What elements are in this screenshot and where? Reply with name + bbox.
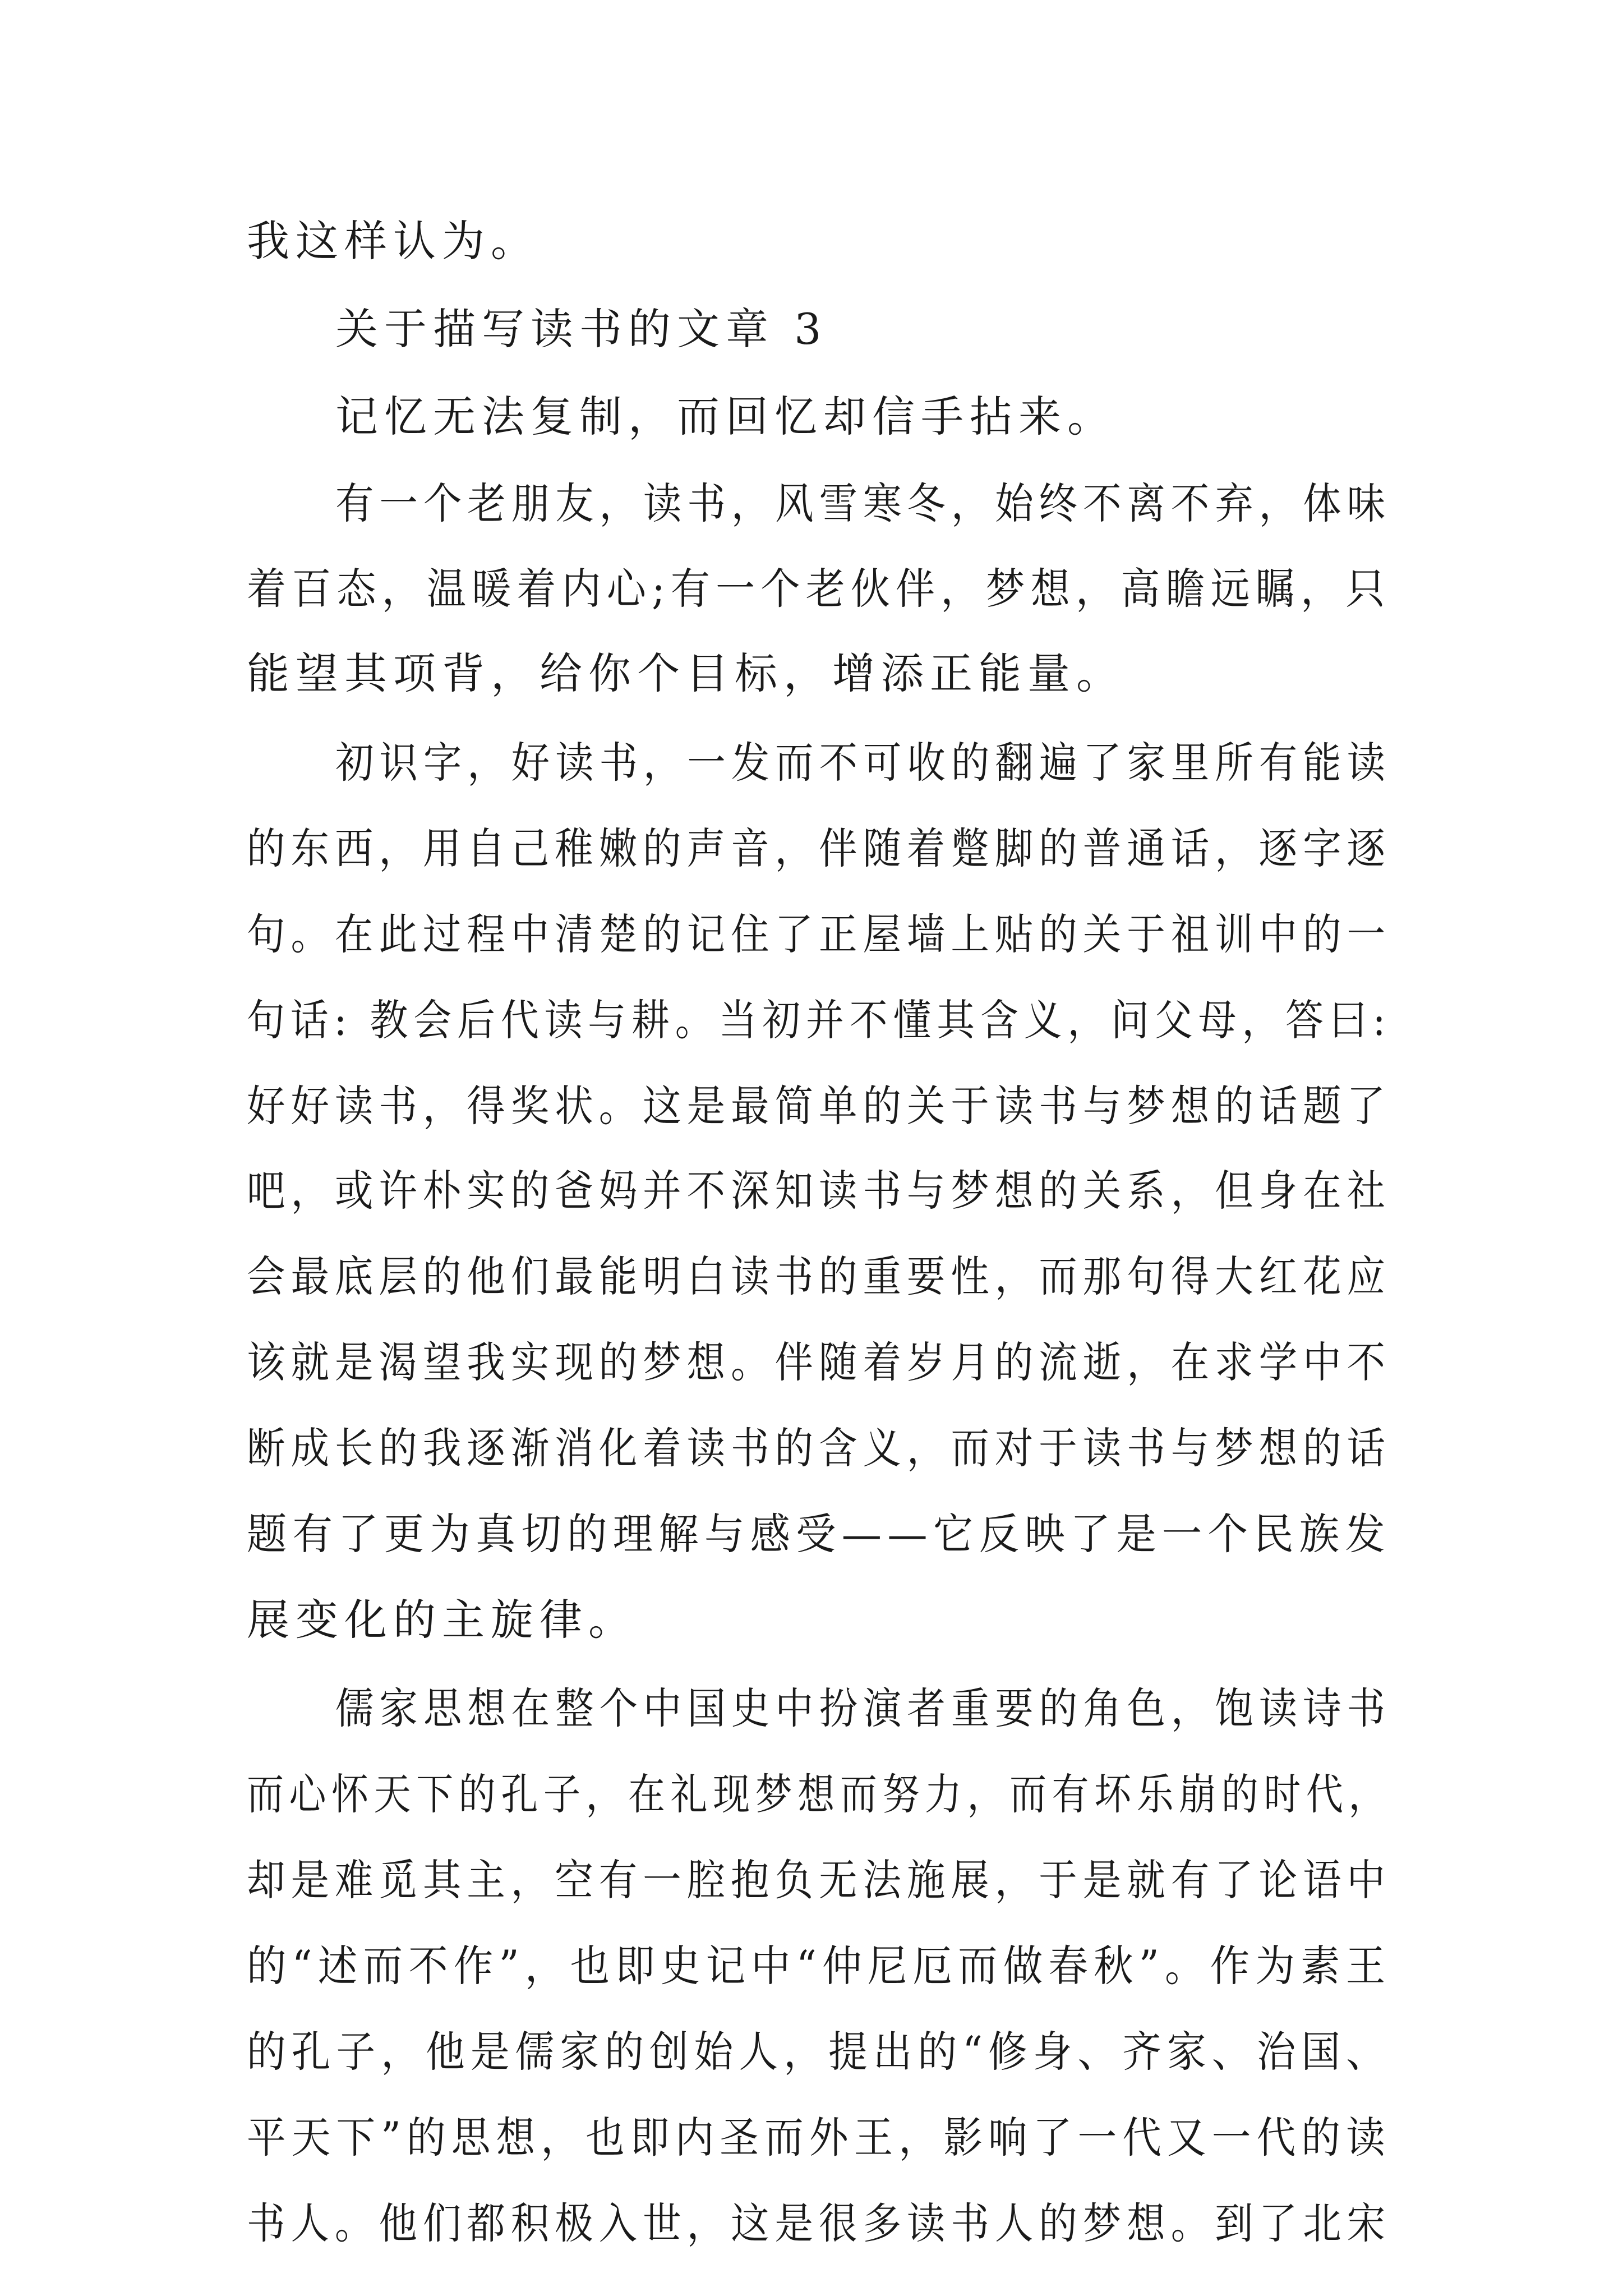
text-line-21: 的“述而不作”，也即史记中“仲尼厄而做春秋”。作为素王 xyxy=(247,1941,1391,1991)
text-line-7: 初识字，好读书，一发而不可收的翻遍了家里所有能读 xyxy=(335,738,1391,788)
text-line-10: 句话: 教会后代读与耕。当初并不懂其含义，问父母，答曰: xyxy=(247,995,1391,1045)
text-line-8: 的东西，用自己稚嫩的声音，伴随着蹩脚的普通话，逐字逐 xyxy=(247,823,1391,873)
text-line-22: 的孔子，他是儒家的创始人，提出的“修身、齐家、治国、 xyxy=(247,2027,1391,2077)
text-line-24: 书人。他们都积极入世，这是很多读书人的梦想。到了北宋 xyxy=(247,2198,1391,2248)
section-heading: 关于描写读书的文章 3 xyxy=(335,304,828,354)
text-line-12: 吧，或许朴实的爸妈并不深知读书与梦想的关系，但身在社 xyxy=(247,1166,1391,1216)
text-line-3: 记忆无法复制，而回忆却信手拈来。 xyxy=(335,392,1116,441)
text-line-14: 该就是渴望我实现的梦想。伴随着岁月的流逝，在求学中不 xyxy=(247,1337,1391,1387)
text-line-4: 有一个老朋友，读书，风雪寒冬，始终不离不弃，体味 xyxy=(335,478,1391,528)
text-line-17: 展变化的主旋律。 xyxy=(247,1595,637,1645)
text-line-20: 却是难觅其主，空有一腔抱负无法施展，于是就有了论语中 xyxy=(247,1855,1391,1905)
text-line-23: 平天下”的思想，也即内圣而外王，影响了一代又一代的读 xyxy=(247,2113,1391,2162)
text-line-15: 断成长的我逐渐消化着读书的含义，而对于读书与梦想的话 xyxy=(247,1423,1391,1473)
text-line-6: 能望其项背，给你个目标，增添正能量。 xyxy=(247,648,1125,698)
text-line-5: 着百态，温暖着内心;有一个老伙伴，梦想，高瞻远瞩，只 xyxy=(247,564,1391,614)
text-line-9: 句。在此过程中清楚的记住了正屋墙上贴的关于祖训中的一 xyxy=(247,909,1391,959)
text-line-18: 儒家思想在整个中国史中扮演者重要的角色，饱读诗书 xyxy=(335,1683,1391,1733)
text-line-13: 会最底层的他们最能明白读书的重要性，而那句得大红花应 xyxy=(247,1251,1391,1301)
text-line-16: 题有了更为真切的理解与感受——它反映了是一个民族发 xyxy=(247,1509,1391,1559)
text-line-11: 好好读书，得奖状。这是最简单的关于读书与梦想的话题了 xyxy=(247,1081,1391,1131)
text-line-19: 而心怀天下的孔子，在礼现梦想而努力，而有坏乐崩的时代， xyxy=(247,1769,1391,1819)
text-line-1: 我这样认为。 xyxy=(247,216,540,266)
